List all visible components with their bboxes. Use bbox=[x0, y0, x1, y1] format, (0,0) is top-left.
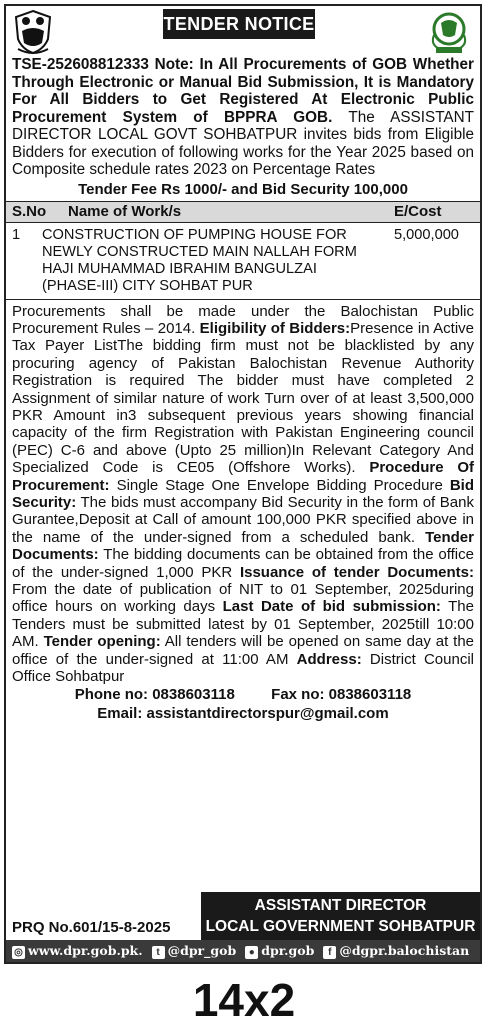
signatory-office: LOCAL GOVERNMENT SOHBATPUR bbox=[205, 918, 476, 935]
tender-fee: Tender Fee Rs 1000/- and Bid Security 100,000 bbox=[78, 180, 408, 198]
issuance-text: From the date of publication of NIT to 01 September, 2025during office hours on working days bbox=[12, 581, 474, 616]
eligibility-label: Eligibility of Bidders: bbox=[199, 319, 351, 337]
intro-paragraph bbox=[6, 56, 480, 179]
camera-icon: ● bbox=[245, 946, 258, 959]
tender-documents-text: The bidding documents can be obtained from the office of the under-signed 1,000 PKR bbox=[12, 546, 474, 581]
tse-note: TSE-252608812333 Note: In All Procurements of GOB Whether Through Electronic or Manual Bid Submission, It is Mandatory For All Bidders to Get Registered At Electronic Public Procurement System of BPPRA GOB. bbox=[12, 56, 474, 126]
tender-notice bbox=[4, 4, 482, 964]
notice-title: TENDER NOTICE bbox=[163, 9, 315, 39]
dpr-link[interactable]: ● dpr.gob bbox=[245, 943, 314, 959]
row-ecost: 5,000,000 bbox=[394, 226, 459, 243]
signatory-title: ASSISTANT DIRECTOR bbox=[254, 897, 427, 914]
header-name-of-work: Name of Work/s bbox=[68, 202, 182, 220]
twitter-icon: t bbox=[152, 946, 165, 959]
header-ecost: E/Cost bbox=[394, 202, 442, 220]
web-link[interactable]: ◎ www.dpr.gob.pk. bbox=[12, 943, 143, 959]
fax-number: Fax no: 0838603118 bbox=[271, 686, 412, 704]
facebook-link[interactable]: f @dgpr.balochistan bbox=[323, 943, 469, 959]
facebook-icon: f bbox=[323, 946, 336, 959]
eligibility-text: Presence in Active Tax Payer ListThe bidding firm must not be blacklisted by any procuring agency of Pakistan Balochistan Revenue Authority Registration is required The bidder must have completed 2 Assignment of similar nature of work Turn over of at least 3,500,000 PKR Amount in3 subsequent previous years showing financial capacity of the firm Registration with Pakistan Engineering council (PEC) C-6 and above (Upto 25 million)In Relevant Category And Specialized Code is CE05 (Offshore Works). bbox=[12, 319, 474, 477]
tender-documents-label: Tender Documents: bbox=[12, 528, 474, 564]
notice-header bbox=[6, 6, 480, 58]
notice-footer bbox=[6, 892, 480, 940]
last-date-text: The Tenders must be submitted latest by 01 September, 2025till 10:00 AM. bbox=[12, 598, 474, 651]
issuance-label: Issuance of tender Documents: bbox=[239, 563, 474, 581]
tender-opening-text: All tenders will be opened on same day at the office of the under-signed at 11:00 AM bbox=[12, 633, 475, 668]
bid-security-label: Bid Security: bbox=[12, 476, 474, 511]
bid-security-text: The bids must accompany Bid Security in the form of Bank Gurantee,Deposit at Call of amount 100,000 PKR specified above in the name of the under-signed from a scheduled bank. bbox=[12, 493, 474, 546]
works-table-header bbox=[6, 201, 480, 223]
last-date-label: Last Date of bid submission: bbox=[222, 598, 441, 616]
header-sno: S.No bbox=[12, 202, 47, 220]
government-seal-icon bbox=[12, 9, 54, 55]
balochistan-emblem-icon bbox=[426, 9, 472, 55]
globe-icon: ◎ bbox=[12, 946, 25, 959]
twitter-link[interactable]: t @dpr_gob bbox=[152, 943, 237, 959]
phone-number: Phone no: 0838603118 bbox=[74, 686, 235, 704]
email-address: Email: assistantdirectorspur@gmail.com bbox=[97, 705, 389, 723]
contact-block bbox=[6, 685, 480, 723]
ad-size-label: 14x2 bbox=[192, 974, 296, 1026]
row-sno: 1 bbox=[12, 226, 21, 243]
signatory-box bbox=[201, 892, 480, 940]
invitation-text: The ASSISTANT DIRECTOR LOCAL GOVT SOHBATPUR invites bids from Eligible Bidders for execution of following works for the Year 2025 based on Composite schedule rates 2023 on Percentage Rates bbox=[12, 108, 474, 178]
procedure-label: Procedure Of Procurement: bbox=[12, 459, 474, 494]
procedure-text: Single Stage One Envelope Bidding Procedure bbox=[109, 476, 450, 494]
table-row bbox=[6, 223, 480, 300]
row-name-of-work: CONSTRUCTION OF PUMPING HOUSE FOR NEWLY CONSTRUCTED MAIN NALLAH FORM HAJI MUHAMMAD IBRAHIM BANGULZAI (PHASE-III) CITY SOHBAT PUR bbox=[42, 226, 357, 294]
address-label: Address: bbox=[296, 650, 362, 668]
tender-opening-label: Tender opening: bbox=[43, 633, 161, 651]
terms-paragraph bbox=[6, 300, 480, 686]
social-bar bbox=[6, 940, 480, 962]
prq-number: PRQ No.601/15-8-2025 bbox=[12, 919, 171, 936]
phone-fax-line bbox=[6, 685, 480, 704]
procurement-rules-text: Procurements shall be made under the Balochistan Public Procurement Rules – 2014. bbox=[12, 302, 474, 337]
address-text: District Council Office Sohbatpur bbox=[12, 650, 474, 686]
